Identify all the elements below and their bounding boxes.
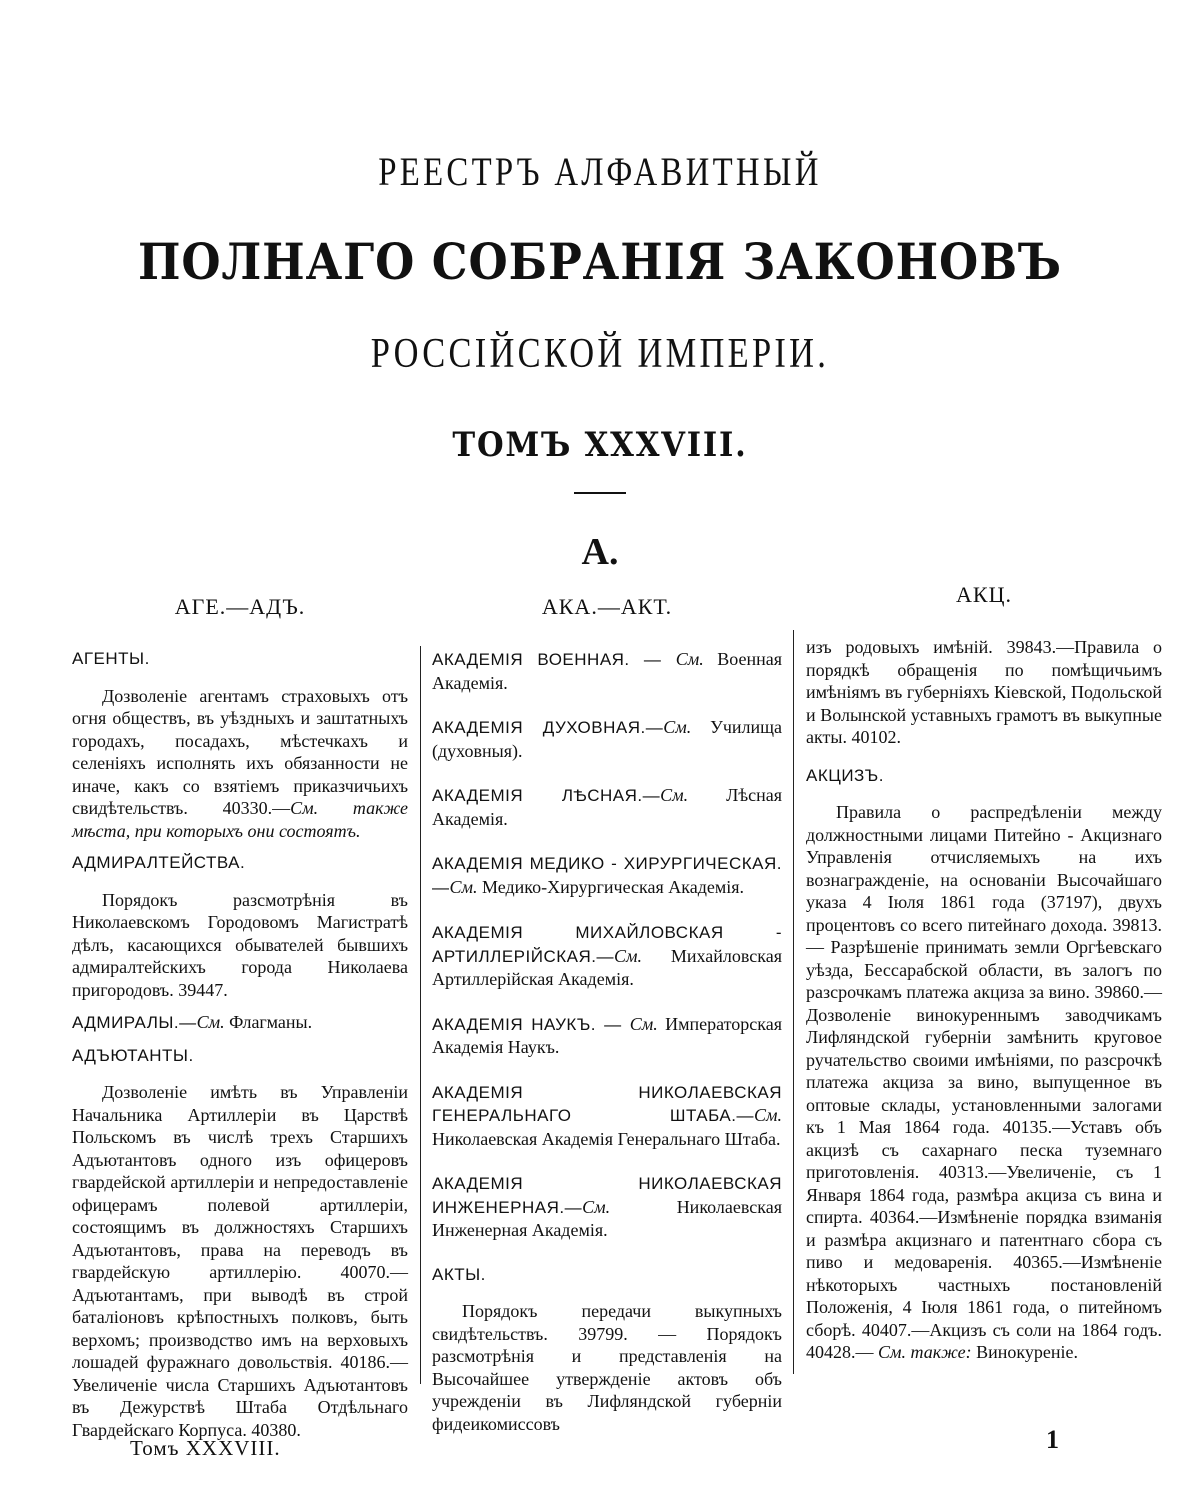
entry-heading: АКАДЕМІЯ НИКОЛАЕВСКАЯ ИНЖЕНЕРНАЯ.— [432, 1174, 782, 1217]
cross-reference: См. [629, 1013, 658, 1034]
entry-heading: АКАДЕМІЯ НАУКЪ. — [432, 1014, 630, 1034]
entry-academy-sciences [432, 1013, 782, 1059]
cross-reference: См. [613, 945, 642, 966]
column-heading-1: АГЕ.—АДЪ. [174, 594, 306, 619]
entry-heading-akty: АКТЫ. [432, 1264, 486, 1284]
volume-title: ТОМЪ XXXVIII. [452, 425, 748, 465]
entry-text-admiralteistva: Порядокъ разсмотрѣнія въ Николаевскомъ Городовомъ Магистратѣ дѣлъ, касающихся обывателей бывшихъ адмиралтейскихъ города Николаева пригородовъ. 39447. [72, 889, 408, 1000]
title-line-collection: ПОЛНАГО СОБРАНІЯ ЗАКОНОВЪ [137, 232, 1062, 291]
entry-academy-general-staff [432, 1081, 782, 1151]
column-1 [72, 648, 408, 1451]
cross-reference-target: Флагманы. [224, 1012, 313, 1032]
cross-reference-target: Лѣсная Академія. [432, 785, 782, 829]
entry-heading: АКАДЕМІЯ НИКОЛАЕВСКАЯ ГЕНЕРАЛЬНАГО ШТАБА.— [432, 1082, 782, 1125]
entry-heading-agenty: АГЕНТЫ. [72, 649, 150, 668]
column-3 [806, 636, 1162, 1374]
entry-academy-artillery [432, 921, 782, 991]
entry-academy-military [432, 648, 782, 694]
entry-heading: АКАДЕМІЯ ВОЕННАЯ. — [432, 650, 676, 669]
entry-text-adyutanty: Дозволеніе имѣть въ Управленіи Начальника Артиллеріи въ Царствѣ Польскомъ въ числѣ трехъ Старшихъ Адъютантовъ одного изъ офицеровъ гвардейской артиллеріи и непредоставленіе офицерамъ полевой артиллеріи, состоящимъ въ должностяхъ Старшихъ Адъютантовъ, права на переводъ въ гвардейскую артиллерію. 40070.—Адъютантамъ, при выводѣ въ строй баталіоновъ крѣпостныхъ полковъ, быть верхомъ; производство имъ на верховыхъ лошадей фуражнаго довольствія. 40186.—Увеличеніе числа Старшихъ Адъютантовъ въ Дежурствѣ Штаба Отдѣльнаго Гвардейскаго Корпуса. 40380. [72, 1082, 408, 1440]
entry-heading: АКАДЕМІЯ ЛѢСНАЯ.— [432, 786, 661, 805]
entry-body: Дозволеніе агентамъ страховыхъ отъ огня обществъ, въ уѣздныхъ и заштатныхъ городахъ, посадахъ, мѣстечкахъ и селеніяхъ исполнять ихъ обязанности не иначе, какъ со взятіемъ приказчичьихъ свидѣтельствъ. 40330.— [72, 685, 408, 818]
entry-body: Правила о распредѣленіи между должностными лицами Питейно - Акцизнаго Управленія отчисляемыхъ на ихъ вознагражденіе, на основаніи Высочайшаго указа 4 Іюля 1861 года (37197), двухъ процентовъ со всего питейнаго дохода. 39813. — Разрѣшеніе принимать земли Оргѣевскаго уѣзда, Бессарабской области, въ залогъ по разсрочкамъ платежа акциза за вино. 39860.—Дозволеніе винокуреннымъ заводчикамъ Лифляндской губерніи замѣнить круговое ручательство своими имѣніями, по разсрочкѣ платежа акциза за вино, выпущенное въ оптовые склады, установленными залогами къ 1 Мая 1864 года. 40135.—Уставъ объ акцизѣ съ сахарнаго песка туземнаго приготовленія. 40313.—Увеличеніе, съ 1 Января 1864 года, размѣра акциза съ вина и спирта. 40364.—Измѣненіе порядка взиманія и размѣра акцизнаго и патентнаго сбора съ пиво и медоваренія. 40365.—Измѣненіе нѣкоторыхъ частныхъ постановленій Положенія, 4 Іюля 1861 года, о питейномъ сборѣ. 40407.—Акцизъ съ соли на 1864 годъ. 40428.— [806, 802, 1162, 1362]
entry-text-akty: Порядокъ передачи выкупныхъ свидѣтельствъ. 39799. — Порядокъ разсмотрѣнія и представленія на Высочайшее утвержденіе актовъ объ учрежденіи въ Лифляндской губерніи фидеикомиссовъ [432, 1301, 782, 1434]
entry-academy-medical-surgical [432, 852, 782, 899]
entry-heading: АКАДЕМІЯ МИХАЙЛОВСКАЯ - АРТИЛЛЕРІЙСКАЯ.— [432, 923, 782, 966]
cross-reference-target: Медико-Хирургическая Академія. [477, 876, 745, 897]
entry-heading-admiraly: АДМИРАЛЫ.— [72, 1013, 197, 1032]
cross-reference-target: Николаевская Инженерная Академія. [432, 1196, 782, 1240]
page-number: 1 [1046, 1425, 1059, 1454]
entry-heading: АКАДЕМІЯ МЕДИКО - ХИРУРГИЧЕСКАЯ.— [432, 854, 782, 897]
cross-reference: См. [754, 1105, 782, 1125]
entry-text-akty-continued: изъ родовыхъ имѣній. 39843.—Правила о порядкѣ обращенія по помѣщичьимъ имѣніямъ въ губерніяхъ Кіевской, Подольской и Волынской уставныхъ грамотъ въ выкупные акты. 40102. [806, 637, 1162, 747]
section-letter: А. [581, 531, 619, 573]
cross-reference: См. также мѣста, при которыхъ они состоятъ. [72, 798, 408, 841]
cross-reference-target: Николаевская Академія Генеральнаго Штаба. [432, 1128, 781, 1149]
cross-reference-target: Императорская Академія Наукъ. [432, 1013, 782, 1057]
title-divider [574, 492, 626, 494]
column-heading-2: АКА.—АКТ. [541, 594, 673, 619]
footer-volume: Томъ XXXVIII. [130, 1436, 281, 1460]
cross-reference: См. [660, 785, 689, 805]
entry-heading-admiralteistva: АДМИРАЛТЕЙСТВА. [72, 853, 246, 872]
entry-academy-spiritual [432, 716, 782, 762]
entry-text-agenty [72, 685, 408, 843]
title-line-empire: РОССІЙСКОЙ ИМПЕРІИ. [370, 331, 830, 377]
entry-admiraly [72, 1011, 408, 1035]
entry-heading-adyutanty: АДЪЮТАНТЫ. [72, 1045, 194, 1065]
cross-reference: См. [675, 649, 704, 669]
cross-reference: См. [449, 876, 478, 897]
column-2 [432, 648, 782, 1445]
column-divider-left [420, 646, 421, 1384]
cross-reference: См. также: [878, 1342, 972, 1362]
entry-text-aktsiz [806, 801, 1162, 1364]
title-line-registry: РЕЕСТРЪ АЛФАВИТНЫЙ [378, 149, 822, 194]
cross-reference-target: Винокуреніе. [971, 1342, 1078, 1362]
cross-reference: См. [663, 717, 692, 737]
column-heading-3: АКЦ. [956, 582, 1012, 607]
entry-heading-aktsiz: АКЦИЗЪ. [806, 765, 884, 785]
entry-academy-engineering [432, 1172, 782, 1242]
entry-heading: АКАДЕМІЯ ДУХОВНАЯ.— [432, 718, 664, 737]
cross-reference: См. [196, 1012, 225, 1032]
cross-reference-target: Военная Академія. [432, 649, 782, 693]
cross-reference-target: Михайловская Артиллерійская Академія. [432, 945, 782, 989]
column-divider-right [793, 630, 794, 1374]
cross-reference: См. [582, 1196, 611, 1217]
entry-academy-forestry [432, 784, 782, 830]
cross-reference-target: Училища (духовныя). [432, 717, 782, 761]
